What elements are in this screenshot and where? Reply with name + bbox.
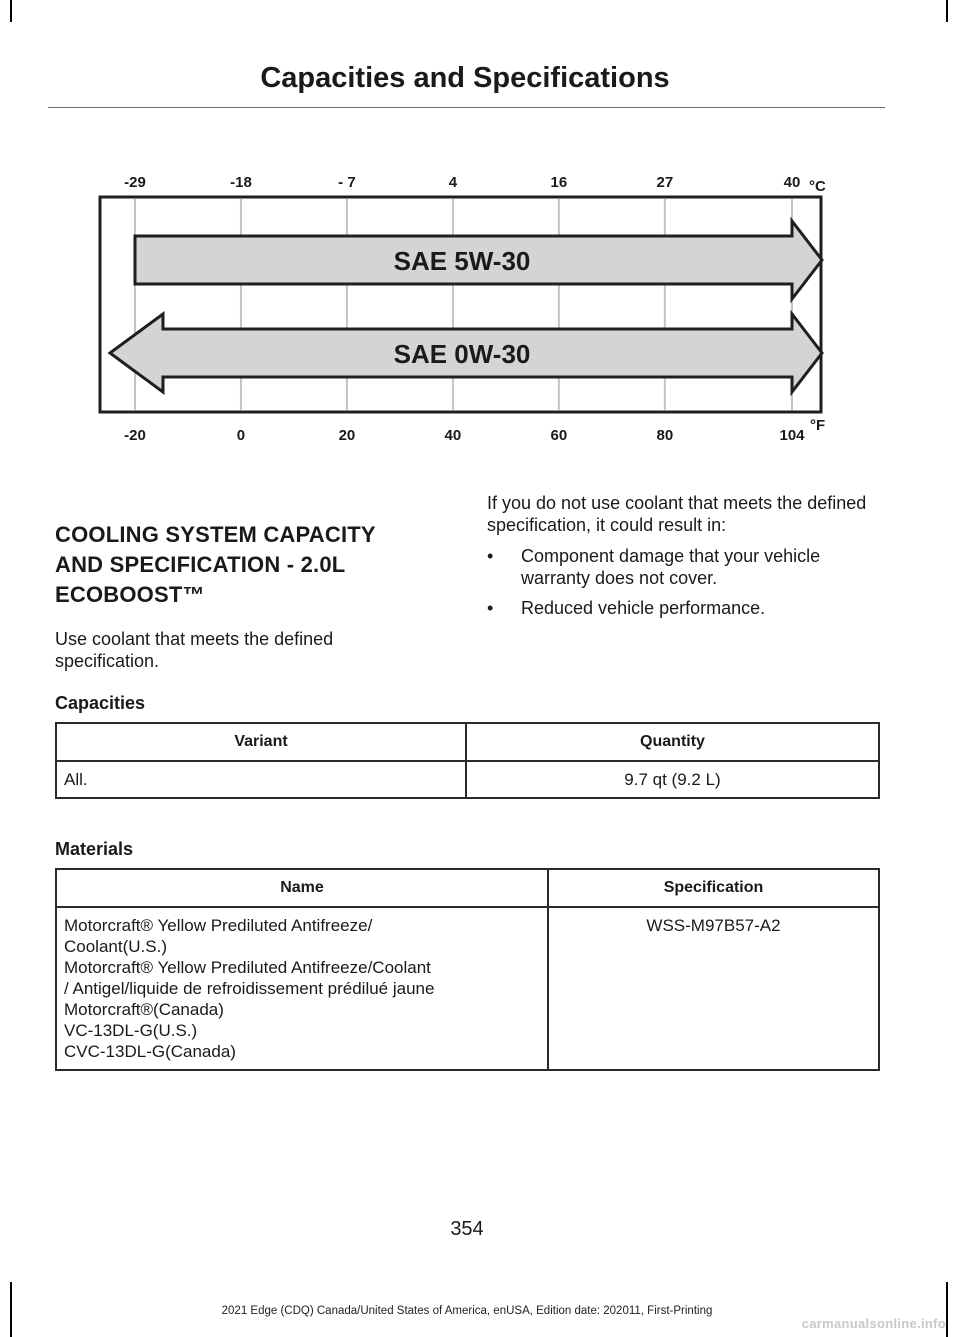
list-item-text: Reduced vehicle performance. <box>521 598 766 618</box>
edition-footer: 2021 Edge (CDQ) Canada/United States of America, enUSA, Edition date: 202011, First-Printing <box>221 1305 713 1317</box>
celsius-tick-label: -18 <box>230 174 252 191</box>
celsius-tick-label: 40 <box>783 174 801 191</box>
celsius-tick-label: 16 <box>550 174 568 191</box>
column-header-variant: Variant <box>56 723 466 761</box>
crop-mark-bottom-right <box>946 1282 948 1337</box>
series-label: SAE 5W-30 <box>393 246 531 276</box>
series-label: SAE 0W-30 <box>393 339 531 369</box>
specification-cell: WSS-M97B57-A2 <box>548 907 879 1070</box>
list-item <box>487 597 887 619</box>
list-item <box>487 545 887 589</box>
materials-table <box>55 868 880 1071</box>
material-name-line: CVC-13DL-G(Canada) <box>64 1042 236 1061</box>
fahrenheit-tick-label: 60 <box>550 427 568 444</box>
celsius-tick-label: 27 <box>656 174 674 191</box>
fahrenheit-tick-labels <box>124 427 805 444</box>
chart-frame <box>100 197 821 412</box>
section-heading <box>55 520 455 610</box>
material-name-line: / Antigel/liquide de refroidissement prédilué jaune <box>64 979 435 998</box>
fahrenheit-tick-label: 0 <box>236 427 246 444</box>
warning-intro: If you do not use coolant that meets the defined specification, it could result in: <box>487 493 867 535</box>
fahrenheit-tick-label: 20 <box>338 427 356 444</box>
consequence-list <box>487 545 887 619</box>
oil-viscosity-chart <box>90 160 850 450</box>
fahrenheit-unit: °F <box>810 417 826 434</box>
table-header-row <box>56 869 879 907</box>
bullet-symbol: • <box>487 598 494 618</box>
celsius-tick-label: - 7 <box>338 174 356 191</box>
fahrenheit-tick-label: 80 <box>656 427 674 444</box>
column-header-name: Name <box>56 869 548 907</box>
crop-mark-top-left <box>10 0 12 22</box>
material-name-line: Motorcraft® Yellow Prediluted Antifreeze/ <box>64 916 373 935</box>
celsius-unit: °C <box>809 178 826 195</box>
warning-block <box>487 492 887 627</box>
fahrenheit-tick-label: 40 <box>444 427 462 444</box>
quantity-cell: 9.7 qt (9.2 L) <box>466 761 879 798</box>
materials-label: Materials <box>55 839 134 859</box>
page-number: 354 <box>450 1218 484 1240</box>
title-divider <box>48 107 885 108</box>
capacities-label: Capacities <box>55 693 146 713</box>
crop-mark-top-right <box>946 0 948 22</box>
material-name-line: VC-13DL-G(U.S.) <box>64 1021 198 1040</box>
capacities-table <box>55 722 880 799</box>
column-header-specification: Specification <box>548 869 879 907</box>
material-name-line: Motorcraft®(Canada) <box>64 1000 224 1019</box>
list-item-text: Component damage that your vehicle warranty does not cover. <box>521 546 821 588</box>
celsius-tick-label: 4 <box>448 174 458 191</box>
material-name-line: Coolant(U.S.) <box>64 937 167 956</box>
variant-cell: All. <box>56 761 466 798</box>
celsius-tick-label: -29 <box>124 174 146 191</box>
table-row <box>56 907 879 1070</box>
material-name-cell <box>56 907 548 1070</box>
watermark: carmanualsonline.info <box>801 1316 946 1331</box>
column-header-quantity: Quantity <box>466 723 879 761</box>
table-header-row <box>56 723 879 761</box>
bullet-symbol: • <box>487 546 494 566</box>
intro-paragraph: Use coolant that meets the defined specification. <box>55 629 334 671</box>
section-heading-line: COOLING SYSTEM CAPACITY <box>55 522 376 547</box>
section-heading-line: AND SPECIFICATION - 2.0L <box>55 552 346 577</box>
fahrenheit-tick-label: -20 <box>124 427 146 444</box>
chart-series <box>110 221 822 392</box>
material-name-line: Motorcraft® Yellow Prediluted Antifreeze/Coolant <box>64 958 431 977</box>
table-row <box>56 761 879 798</box>
page-title: Capacities and Specifications <box>260 62 670 94</box>
section-heading-line: ECOBOOST™ <box>55 582 205 607</box>
fahrenheit-tick-label: 104 <box>779 427 805 444</box>
celsius-tick-labels <box>124 174 800 191</box>
